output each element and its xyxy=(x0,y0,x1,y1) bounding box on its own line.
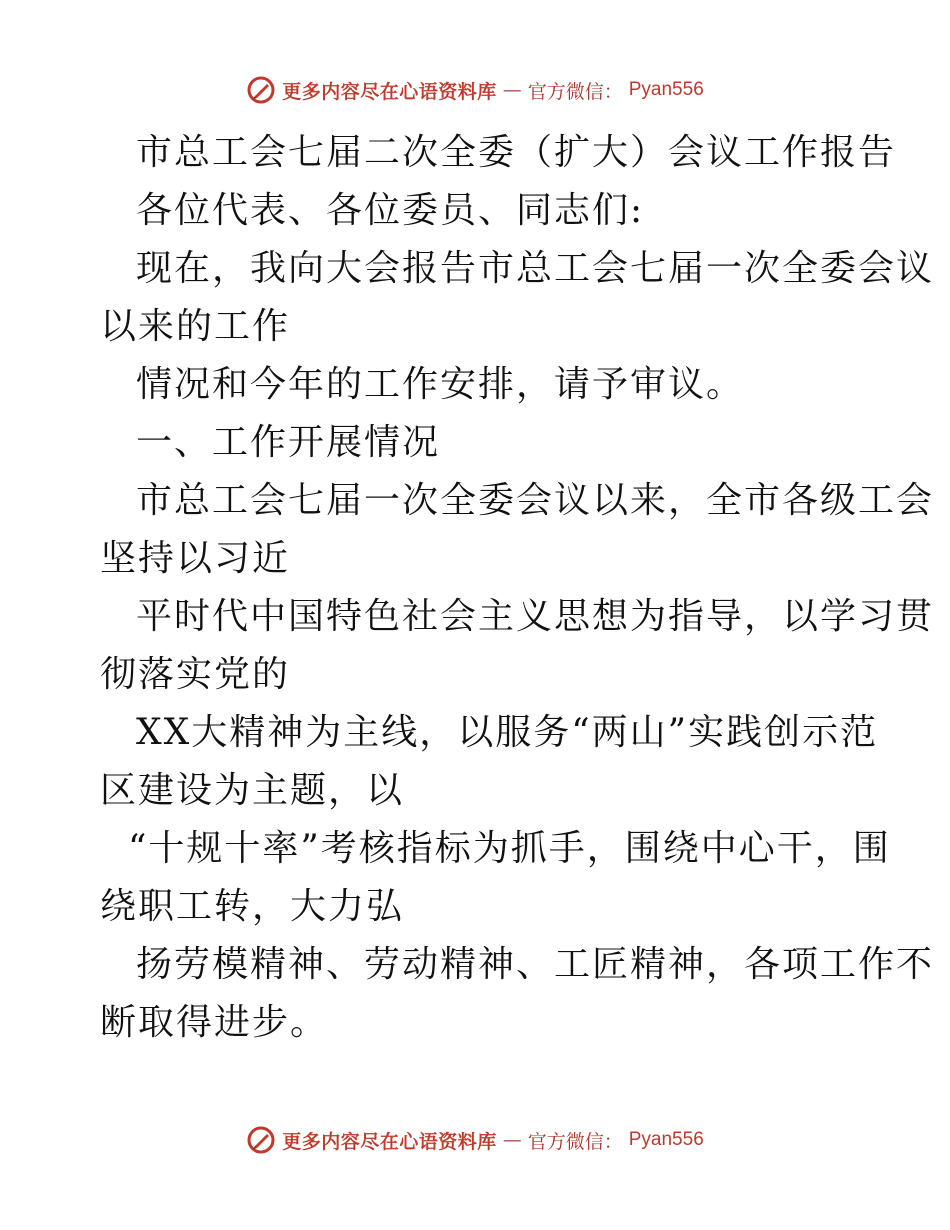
banner-wechat-account: Pyan556 xyxy=(628,79,704,100)
paragraph-line: 市总工会七届一次全委会议以来，全市各级工会 xyxy=(136,480,935,521)
paragraph-line: 彻落实党的 xyxy=(100,654,291,695)
header-watermark-banner xyxy=(0,70,950,110)
banner-dash: — xyxy=(502,1129,522,1151)
banner-wechat-label: 官方微信： xyxy=(527,80,623,103)
banner-main-text: 更多内容尽在心语资料库 xyxy=(282,80,497,103)
paragraph-line: XX大精神为主线，以服务“两山”实践创示范 xyxy=(136,712,879,753)
paragraph-line: 断取得进步。 xyxy=(100,1002,329,1043)
paragraph-line: 情况和今年的工作安排，请予审议。 xyxy=(136,364,745,405)
banner-dash: — xyxy=(502,79,522,101)
paragraph-line: 区建设为主题，以 xyxy=(100,770,405,811)
document-title: 市总工会七届二次全委（扩大）会议工作报告 xyxy=(136,132,897,173)
paragraph-line: 现在，我向大会报告市总工会七届一次全委会议 xyxy=(136,248,935,289)
salutation: 各位代表、各位委员、同志们: xyxy=(136,190,645,231)
paragraph-line: 以来的工作 xyxy=(100,306,291,347)
section-heading: 一、工作开展情况 xyxy=(136,422,441,463)
paragraph-line: 坚持以习近 xyxy=(100,538,291,579)
paragraph-line: 扬劳模精神、劳动精神、工匠精神，各项工作不 xyxy=(136,944,935,985)
paragraph-line: 绕职工转，大力弘 xyxy=(100,886,405,927)
banner-main-text: 更多内容尽在心语资料库 xyxy=(282,1130,497,1153)
banner-wechat-label: 官方微信： xyxy=(527,1130,623,1153)
pen-logo-icon xyxy=(246,75,276,105)
banner-wechat-account: Pyan556 xyxy=(628,1129,704,1150)
paragraph-line: 平时代中国特色社会主义思想为指导，以学习贯 xyxy=(136,596,935,637)
document-body xyxy=(100,124,935,1052)
footer-watermark-banner xyxy=(0,1120,950,1160)
paragraph-line: “十规十率”考核指标为抓手，围绕中心干，围 xyxy=(128,828,891,869)
pen-logo-icon xyxy=(246,1125,276,1155)
